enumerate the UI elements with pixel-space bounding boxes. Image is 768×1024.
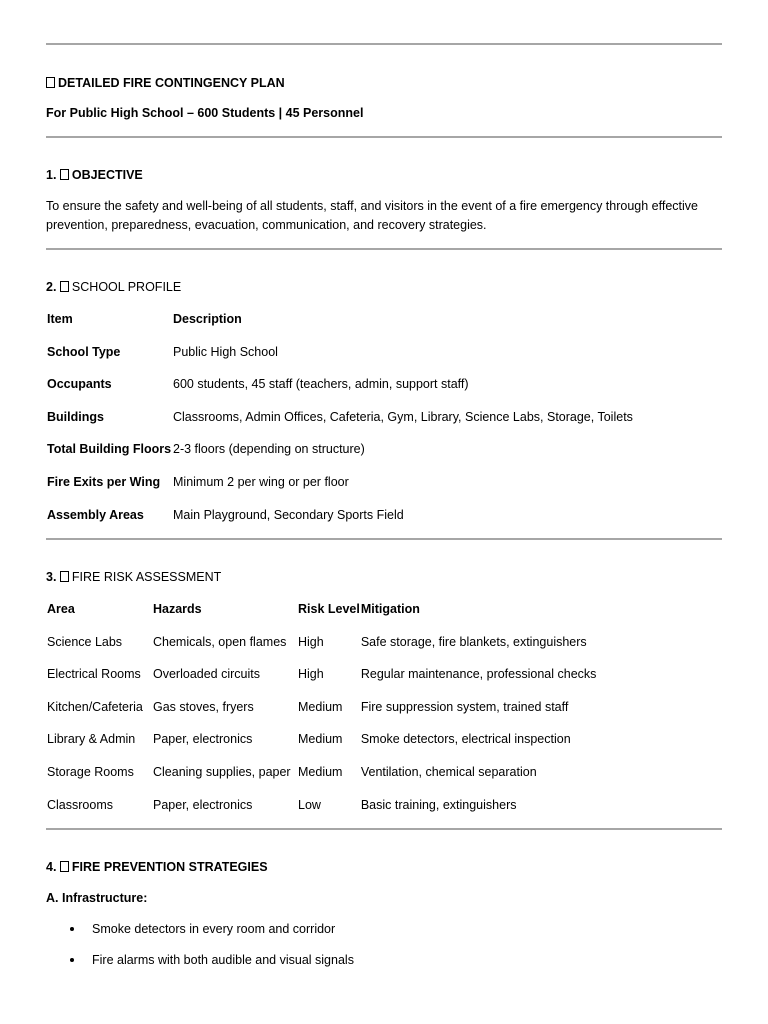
- horizontal-rule: [46, 828, 722, 830]
- table-row: [46, 698, 596, 731]
- column-header: Hazards: [153, 602, 202, 616]
- table-cell: Paper, electronics: [153, 797, 253, 812]
- document-title: DETAILED FIRE CONTINGENCY PLAN: [46, 74, 285, 92]
- column-header: Item: [47, 312, 73, 326]
- table-row: [46, 440, 633, 473]
- table-cell: Total Building Floors: [47, 442, 172, 457]
- objective-text: To ensure the safety and well-being of all students, staff, and visitors in the event of a fire emergency through effective prevention, preparedness, evacuation, communication, and recovery strategies.: [46, 199, 698, 232]
- table-cell: Medium: [298, 732, 343, 747]
- table-row: [46, 763, 596, 796]
- table-cell: Storage Rooms: [47, 764, 134, 779]
- section-heading-prevention: 4. FIRE PREVENTION STRATEGIES: [46, 860, 268, 874]
- risk-assessment-table: [46, 600, 596, 828]
- document-subtitle: For Public High School – 600 Students | 45 Personnel: [46, 106, 364, 120]
- table-cell: Basic training, extinguishers: [360, 797, 517, 812]
- table-header-row: [46, 310, 633, 343]
- table-cell: Public High School: [173, 344, 278, 359]
- table-row: [46, 730, 596, 763]
- table-row: [46, 473, 633, 506]
- table-row: [46, 375, 633, 408]
- list-item: Fire alarms with both audible and visual signals: [46, 951, 354, 982]
- list-item: Smoke detectors in every room and corridor: [46, 920, 354, 951]
- table-cell: Medium: [298, 699, 343, 714]
- section-heading-risk: 3. FIRE RISK ASSESSMENT: [46, 570, 222, 584]
- bullet-icon: [70, 958, 74, 962]
- horizontal-rule: [46, 136, 722, 138]
- table-cell: Overloaded circuits: [153, 667, 260, 682]
- table-header-row: [46, 600, 596, 633]
- prevention-list: [46, 920, 354, 982]
- table-cell: Classrooms: [47, 797, 113, 812]
- table-cell: Paper, electronics: [153, 732, 253, 747]
- table-cell: 2-3 floors (depending on structure): [173, 442, 365, 457]
- table-cell: Assembly Areas: [47, 507, 144, 522]
- table-cell: Safe storage, fire blankets, extinguishers: [360, 634, 587, 649]
- table-cell: Chemicals, open flames: [153, 634, 287, 649]
- table-cell: Fire suppression system, trained staff: [360, 699, 569, 714]
- table-cell: Electrical Rooms: [47, 667, 141, 682]
- warning-icon: [60, 571, 69, 582]
- bullet-icon: [70, 927, 74, 931]
- table-cell: Main Playground, Secondary Sports Field: [173, 507, 404, 522]
- table-row: [46, 633, 596, 666]
- column-header: Area: [47, 602, 75, 616]
- table-cell: Smoke detectors, electrical inspection: [360, 732, 571, 747]
- table-row: [46, 796, 596, 829]
- table-cell: Classrooms, Admin Offices, Cafeteria, Gym, Library, Science Labs, Storage, Toilets: [173, 409, 633, 424]
- school-profile-table: [46, 310, 633, 538]
- table-cell: Science Labs: [47, 634, 123, 649]
- table-cell: Medium: [298, 764, 343, 779]
- column-header: Description: [173, 312, 242, 326]
- table-cell: Buildings: [47, 409, 104, 424]
- table-row: [46, 343, 633, 376]
- section-heading-objective: 1. OBJECTIVE: [46, 168, 143, 182]
- column-header: Risk Level: [298, 602, 360, 616]
- table-row: [46, 408, 633, 441]
- table-cell: Low: [298, 797, 321, 812]
- horizontal-rule: [46, 43, 722, 45]
- table-cell: Kitchen/Cafeteria: [47, 699, 143, 714]
- table-cell: Minimum 2 per wing or per floor: [173, 474, 349, 489]
- table-cell: Gas stoves, fryers: [153, 699, 254, 714]
- table-cell: Regular maintenance, professional checks: [360, 667, 597, 682]
- horizontal-rule: [46, 538, 722, 540]
- table-cell: Ventilation, chemical separation: [360, 764, 537, 779]
- table-cell: Library & Admin: [47, 732, 136, 747]
- horizontal-rule: [46, 248, 722, 250]
- subsection-heading: A. Infrastructure:: [46, 891, 148, 905]
- section-heading-profile: 2. SCHOOL PROFILE: [46, 280, 182, 294]
- column-header: Mitigation: [360, 602, 420, 616]
- table-cell: Fire Exits per Wing: [47, 474, 161, 489]
- shield-icon: [60, 861, 69, 872]
- table-cell: School Type: [47, 344, 121, 359]
- table-row: [46, 506, 633, 539]
- fire-icon: [46, 77, 55, 88]
- school-icon: [60, 281, 69, 292]
- table-cell: Cleaning supplies, paper: [153, 764, 291, 779]
- table-cell: High: [298, 667, 324, 682]
- table-cell: Occupants: [47, 377, 112, 392]
- table-row: [46, 665, 596, 698]
- target-icon: [60, 169, 69, 180]
- table-cell: 600 students, 45 staff (teachers, admin, support staff): [173, 377, 469, 392]
- table-cell: High: [298, 634, 324, 649]
